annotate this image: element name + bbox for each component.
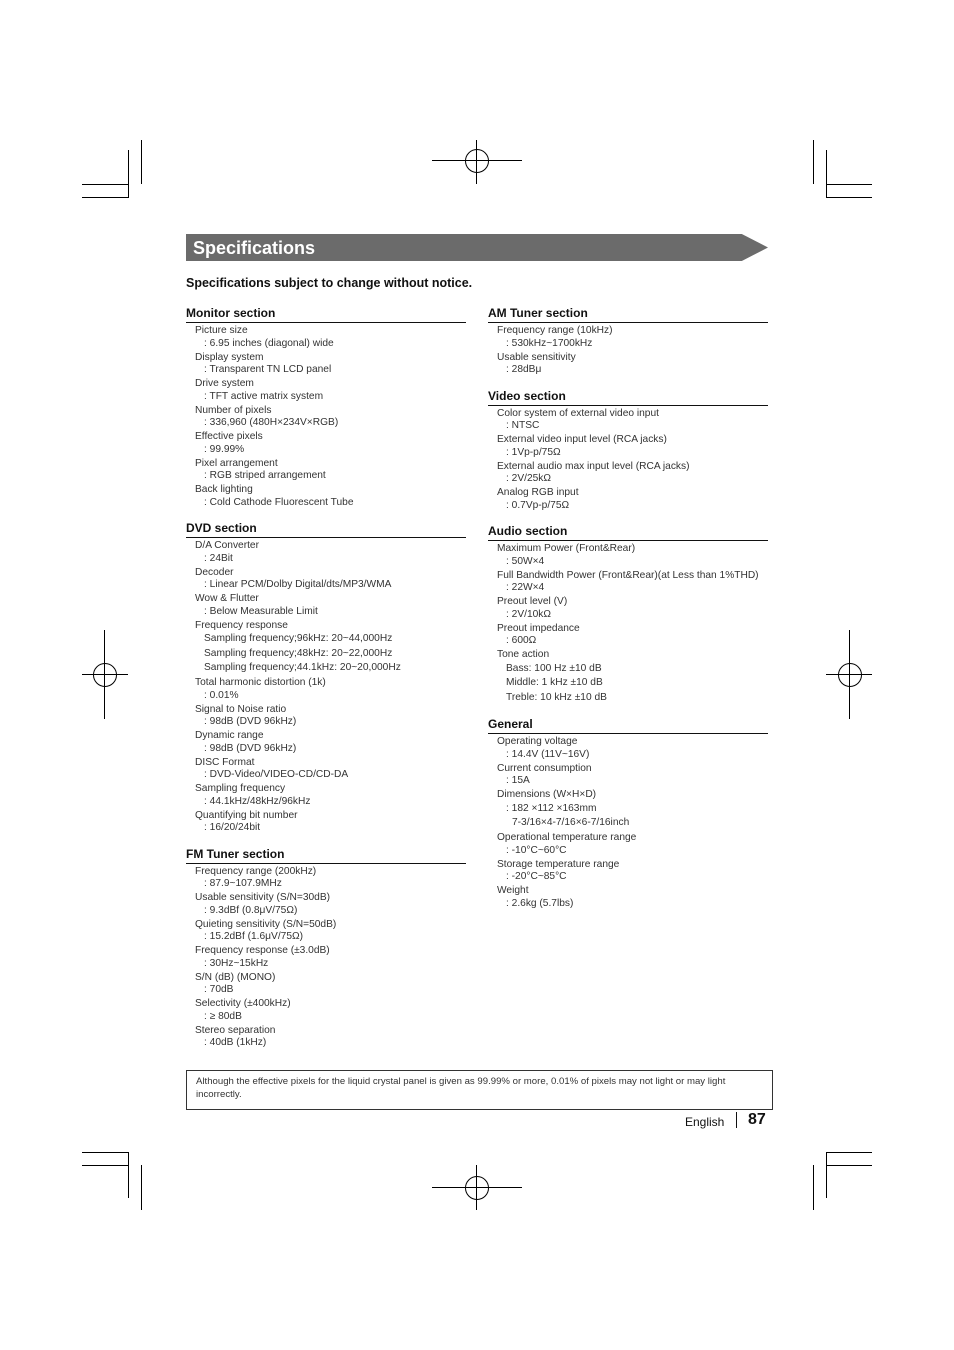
spec-value: : 336,960 (480H×234V×RGB) [204,417,339,428]
spec-label: Display system [195,351,264,363]
spec-value: : 44.1kHz/48kHz/96kHz [204,795,311,807]
spec-value: : 6.95 inches (diagonal) wide [204,337,334,349]
spec-value: : -20°C~85°C [506,871,567,882]
spec-value: : ≥ 80dB [204,1010,242,1022]
spec-item [186,783,466,808]
section-heading: AM Tuner section [488,306,768,323]
spec-item [186,620,466,676]
spec-value: : 30Hz~15kHz [204,957,269,969]
spec-label: Selectivity (±400kHz) [195,998,291,1009]
spec-value: : 50W×4 [506,555,545,567]
spec-item [488,885,768,910]
right-column [488,306,768,922]
spec-value: : Below Measurable Limit [204,605,318,617]
spec-label: Frequency range (200kHz) [195,865,317,877]
spec-value: : RGB striped arrangement [204,470,326,481]
spec-item [488,543,768,568]
spec-item [186,325,466,350]
spec-label: Preout level (V) [497,596,568,607]
spec-item [186,378,466,403]
spec-label: Number of pixels [195,404,272,416]
spec-section [488,524,768,705]
spec-label: Dynamic range [195,730,264,741]
spec-item [488,832,768,857]
spec-value: : 2V/25kΩ [506,473,551,484]
spec-item [488,736,768,761]
spec-item [186,757,466,782]
section-heading: General [488,717,768,734]
spec-value: : 40dB (1kHz) [204,1037,267,1048]
spec-section [186,521,466,835]
spec-item [186,866,466,891]
spec-item [488,623,768,648]
spec-label: Decoder [195,566,234,578]
spec-value: Sampling frequency;48kHz: 20~22,000Hz [204,647,393,659]
spec-item [186,458,466,483]
spec-label: External video input level (RCA jacks) [497,434,667,445]
spec-value: Middle: 1 kHz ±10 dB [506,677,603,688]
spec-value: : 1Vp-p/75Ω [506,446,561,458]
spec-label: Effective pixels [195,431,263,442]
spec-value: : TFT active matrix system [204,390,324,402]
spec-label: External audio max input level (RCA jacks) [497,460,690,472]
section-heading: Audio section [488,524,768,541]
spec-label: D/A Converter [195,540,259,551]
spec-label: Usable sensitivity (S/N=30dB) [195,892,331,903]
spec-label: Full Bandwidth Power (Front&Rear)(at Less than 1%THD) [497,569,759,581]
spec-label: Drive system [195,378,254,389]
spec-label: Quantifying bit number [195,809,298,821]
spec-value: : -10°C~60°C [506,844,567,856]
spec-item [186,593,466,618]
spec-item [186,945,466,970]
left-column [186,306,466,1062]
spec-value: 7-3/16×4-7/16×6-7/16inch [512,817,630,828]
spec-section [488,389,768,513]
spec-label: Operational temperature range [497,832,637,843]
spec-label: Color system of external video input [497,407,659,419]
spec-label: Dimensions (W×H×D) [497,789,597,800]
footer-separator [736,1112,737,1128]
footer-language: English [685,1115,725,1129]
spec-value: : 28dBμ [506,364,542,375]
spec-label: Frequency range (10kHz) [497,325,613,336]
spec-value: : 600Ω [506,635,537,646]
spec-label: Maximum Power (Front&Rear) [497,543,636,554]
spec-item [488,649,768,705]
spec-value: : 9.3dBf (0.8μV/75Ω) [204,904,298,916]
spec-item [488,352,768,377]
spec-label: DISC Format [195,756,255,768]
note-box: Although the effective pixels for the liquid crystal panel is given as 99.99% or more, 0.01% of pixels may not light or may light incorrectly. [186,1070,773,1110]
spec-label: Frequency response (±3.0dB) [195,945,330,956]
spec-label: Operating voltage [497,736,578,747]
spec-value: : 24Bit [204,552,233,564]
spec-section [488,306,768,377]
spec-value: : 70dB [204,984,234,995]
spec-value: : 98dB (DVD 96kHz) [204,742,297,754]
spec-label: Current consumption [497,762,592,774]
spec-item [488,763,768,788]
spec-value: : 87.9~107.9MHz [204,878,282,889]
spec-value: : 98dB (DVD 96kHz) [204,716,297,727]
spec-item [488,789,768,831]
spec-item [186,540,466,565]
spec-label: Sampling frequency [195,783,286,794]
spec-label: Back lighting [195,484,253,495]
spec-value: : 0.7Vp-p/75Ω [506,499,570,511]
spec-label: Usable sensitivity [497,351,576,363]
spec-item [488,408,768,433]
spec-item [186,352,466,377]
spec-item [488,434,768,459]
spec-value: : 0.01% [204,689,239,701]
spec-value: : 99.99% [204,443,245,455]
spec-value: : 2V/10kΩ [506,608,551,620]
section-heading: Monitor section [186,306,466,323]
spec-value: : 182 ×112 ×163mm [506,802,597,814]
spec-label: Quieting sensitivity (S/N=50dB) [195,918,337,930]
spec-label: Wow & Flutter [195,593,259,604]
spec-value: : 15A [506,775,530,786]
spec-item [186,892,466,917]
spec-item [186,972,466,997]
spec-label: Total harmonic distortion (1k) [195,677,326,688]
spec-item [488,859,768,884]
spec-label: Tone action [497,649,550,660]
spec-value: Treble: 10 kHz ±10 dB [506,691,607,703]
spec-value: : DVD-Video/VIDEO-CD/CD-DA [204,769,349,780]
spec-label: Picture size [195,325,248,336]
section-heading: DVD section [186,521,466,538]
page-title: Specifications [193,238,316,258]
spec-item [488,325,768,350]
spec-item [186,810,466,835]
page-number: 87 [748,1111,766,1128]
spec-section [186,847,466,1050]
page-subtitle: Specifications subject to change without notice. [186,276,473,290]
spec-label: Frequency response [195,619,288,631]
spec-item [186,567,466,592]
spec-value: : 530kHz~1700kHz [506,337,593,349]
spec-value: : 16/20/24bit [204,822,261,833]
spec-item [488,570,768,595]
spec-item [186,405,466,430]
spec-label: Preout impedance [497,622,580,634]
spec-value: Sampling frequency;96kHz: 20~44,000Hz [204,633,393,644]
spec-label: Stereo separation [195,1024,276,1036]
spec-item [488,487,768,512]
spec-value: : NTSC [506,420,540,431]
spec-label: Signal to Noise ratio [195,703,287,715]
spec-value: : Cold Cathode Fluorescent Tube [204,496,354,508]
spec-value: : 15.2dBf (1.6μV/75Ω) [204,931,303,942]
spec-item [186,677,466,702]
spec-label: Weight [497,885,529,896]
spec-item [186,730,466,755]
spec-item [186,704,466,729]
spec-item [186,919,466,944]
spec-value: Bass: 100 Hz ±10 dB [506,662,602,674]
spec-item [488,596,768,621]
spec-value: Sampling frequency;44.1kHz: 20~20,000Hz [204,662,401,673]
spec-value: : 22W×4 [506,582,545,593]
spec-value: : 2.6kg (5.7lbs) [506,897,574,909]
spec-item [488,461,768,486]
spec-value: : Linear PCM/Dolby Digital/dts/MP3/WMA [204,579,392,590]
section-heading: FM Tuner section [186,847,466,864]
spec-item [186,484,466,509]
spec-label: S/N (dB) (MONO) [195,971,276,983]
spec-section [488,717,768,910]
spec-label: Pixel arrangement [195,457,278,469]
spec-label: Storage temperature range [497,858,620,870]
spec-item [186,998,466,1023]
spec-item [186,1025,466,1050]
spec-item [186,431,466,456]
spec-value: : Transparent TN LCD panel [204,364,332,375]
spec-label: Analog RGB input [497,487,579,498]
spec-section [186,306,466,509]
spec-value: : 14.4V (11V~16V) [506,748,590,760]
section-heading: Video section [488,389,768,406]
